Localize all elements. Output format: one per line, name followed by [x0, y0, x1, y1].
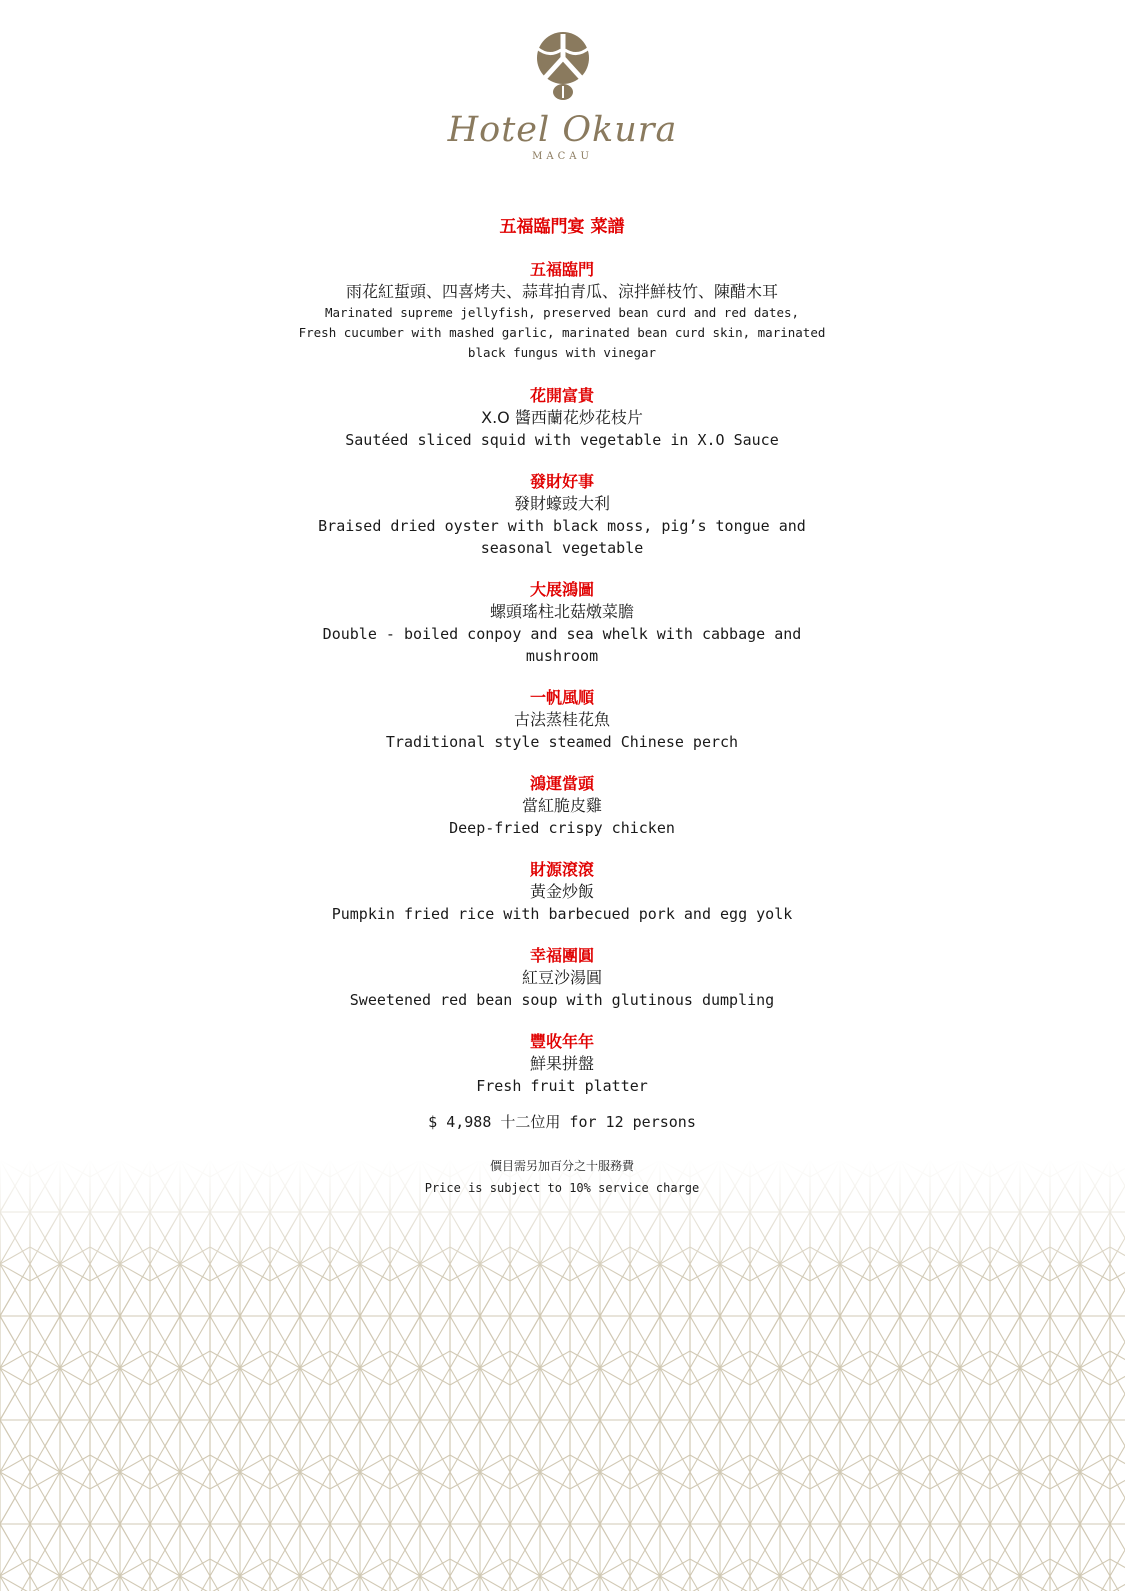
course-title: 五福臨門 [529, 260, 594, 279]
course-item [262, 773, 862, 839]
course-description-line: seasonal vegetable [480, 539, 644, 557]
service-charge-note-chinese: 價目需另加百分之十服務費 [489, 1159, 634, 1173]
course-description-line: Deep-fried crispy chicken [449, 819, 675, 837]
course-title: 花開富貴 [529, 386, 594, 405]
course-item [262, 259, 862, 363]
course-title: 大展鴻圖 [529, 580, 594, 599]
course-title: 幸福團圓 [529, 946, 594, 965]
course-description-line: Traditional style steamed Chinese perch [385, 733, 739, 751]
course-title: 豐收年年 [529, 1032, 594, 1051]
course-title: 鴻運當頭 [529, 774, 594, 793]
course-item [262, 859, 862, 925]
course-name-chinese: 鮮果拼盤 [529, 1054, 594, 1073]
course-item [262, 579, 862, 667]
menu-price: $ 4,988 十二位用 for 12 persons [428, 1113, 696, 1131]
course-name-chinese: 當紅脆皮雞 [521, 796, 602, 815]
course-item [262, 385, 862, 451]
course-name-chinese: 雨花紅蜇頭、四喜烤夫、蒜茸拍青瓜、涼拌鮮枝竹、陳醋木耳 [345, 282, 778, 301]
course-item [262, 945, 862, 1011]
course-title: 財源滾滾 [529, 860, 594, 879]
asanoha-background-pattern [0, 1160, 1125, 1591]
course-title: 發財好事 [529, 472, 594, 491]
course-title: 一帆風順 [529, 688, 594, 707]
course-name-chinese: 古法蒸桂花魚 [513, 710, 610, 729]
course-description-line: Marinated supreme jellyfish, preserved bean curd and red dates, [324, 305, 800, 320]
hotel-logo [0, 28, 1125, 164]
course-name-chinese: 螺頭瑤柱北菇燉菜膽 [489, 602, 634, 621]
set-menu [262, 215, 862, 1199]
course-item [262, 1031, 862, 1097]
course-description-line: Fresh fruit platter [476, 1077, 648, 1095]
course-description-line: mushroom [525, 647, 599, 665]
course-item [262, 471, 862, 559]
hotel-location: MACAU [532, 151, 593, 162]
course-description-line: black fungus with vinegar [467, 345, 657, 360]
course-description-line: Pumpkin fried rice with barbecued pork and egg yolk [331, 905, 793, 923]
service-charge-note [262, 1155, 862, 1199]
course-description-line: Sautéed sliced squid with vegetable in X.O Sauce [345, 431, 779, 449]
course-name-chinese: 發財蠔豉大利 [513, 494, 610, 513]
course-name-chinese: 紅豆沙湯圓 [521, 968, 602, 987]
menu-title: 五福臨門宴 菜譜 [499, 217, 625, 237]
course-name-chinese: X.O 醬西蘭花炒花枝片 [481, 408, 643, 427]
course-description-line: Fresh cucumber with mashed garlic, marinated bean curd skin, marinated [298, 325, 826, 340]
course-name-chinese: 黃金炒飯 [529, 882, 594, 901]
course-description-line: Braised dried oyster with black moss, pig’s tongue and [318, 517, 806, 535]
hotel-name: Hotel Okura [447, 110, 678, 150]
course-item [262, 687, 862, 753]
course-description-line: Sweetened red bean soup with glutinous dumpling [349, 991, 775, 1009]
hotel-okura-emblem-icon [515, 28, 611, 104]
service-charge-note-english: Price is subject to 10% service charge [424, 1181, 700, 1195]
course-description-line: Double - boiled conpoy and sea whelk with cabbage and [322, 625, 802, 643]
